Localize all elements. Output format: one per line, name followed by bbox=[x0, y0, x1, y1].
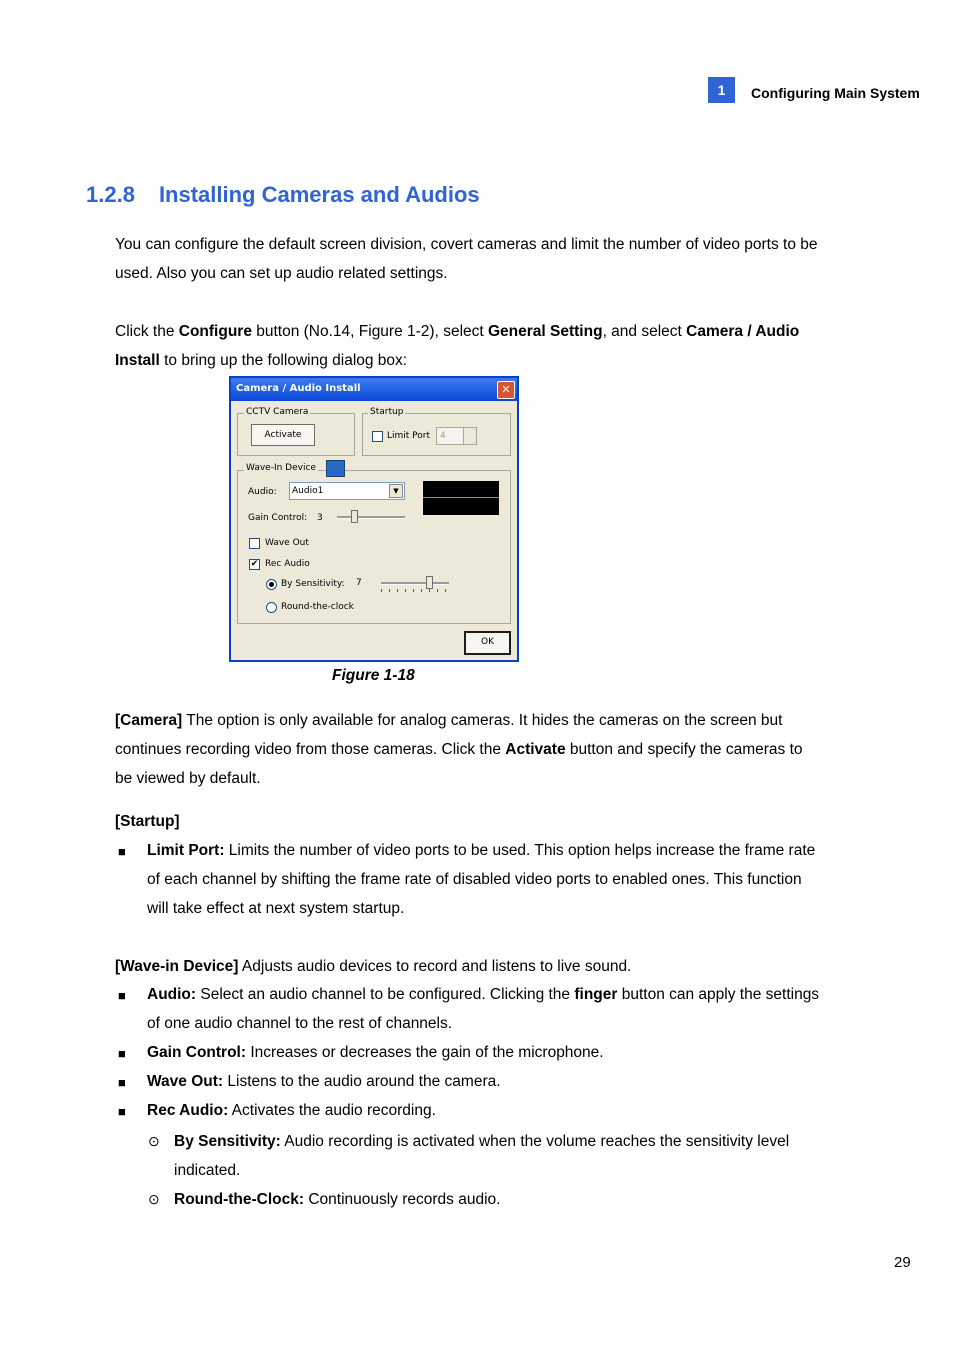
limit-port-spinner[interactable]: 4 bbox=[436, 427, 469, 445]
rec-audio-checkbox[interactable]: ✔ bbox=[250, 559, 259, 569]
startup-heading: [Startup] bbox=[115, 813, 180, 830]
gain-control-value: 3 bbox=[317, 513, 323, 523]
gain-control-label: Gain Control: bbox=[248, 513, 308, 523]
round-the-clock-label: Round-the-clock bbox=[281, 602, 354, 612]
wave-out-checkbox[interactable] bbox=[249, 538, 260, 549]
section-number: 1.2.8 bbox=[86, 182, 135, 207]
sensitivity-slider-ticks bbox=[381, 589, 449, 592]
scope-line bbox=[423, 497, 499, 498]
gain-slider-track bbox=[337, 516, 405, 519]
circle-bullet-icon: ⊙ bbox=[148, 1191, 160, 1207]
instructions-line-2: Install to bring up the following dialog box: bbox=[115, 352, 408, 369]
wave-in-para: [Wave-in Device] Adjusts audio devices to record and listens to live sound. bbox=[115, 958, 632, 975]
square-bullet-icon: ■ bbox=[118, 1075, 126, 1090]
sensitivity-value: 7 bbox=[356, 578, 362, 588]
circle-bullet-icon: ⊙ bbox=[148, 1133, 160, 1149]
sensitivity-slider-thumb[interactable] bbox=[426, 576, 433, 589]
activate-button[interactable]: Activate bbox=[251, 424, 315, 446]
sensitivity-slider-track bbox=[381, 582, 449, 585]
finger-icon[interactable] bbox=[326, 460, 345, 477]
chapter-badge: 1 bbox=[708, 77, 735, 103]
figure-caption: Figure 1-18 bbox=[332, 667, 415, 684]
audio-bullet-line-1: Audio: Select an audio channel to be configured. Clicking the finger button can apply the settings bbox=[147, 986, 820, 1003]
wave-out-label: Wave Out bbox=[265, 538, 309, 548]
spinner-arrows-icon[interactable] bbox=[463, 427, 477, 445]
square-bullet-icon: ■ bbox=[118, 1104, 126, 1119]
limit-port-line-2: of each channel by shifting the frame rate of disabled video ports to enabled ones. This function bbox=[147, 871, 802, 888]
rec-audio-label: Rec Audio bbox=[265, 559, 310, 569]
intro-line-2: used. Also you can set up audio related settings. bbox=[115, 265, 448, 282]
dialog-title: Camera / Audio Install bbox=[236, 383, 361, 394]
camera-para-line-2: continues recording video from those cameras. Click the Activate button and specify the cameras to bbox=[115, 741, 803, 758]
by-sensitivity-radio[interactable] bbox=[266, 579, 277, 590]
page-number: 29 bbox=[894, 1254, 911, 1271]
by-sensitivity-label: By Sensitivity: bbox=[281, 579, 345, 589]
limit-port-line-3: will take effect at next system startup. bbox=[147, 900, 405, 917]
square-bullet-icon: ■ bbox=[118, 988, 126, 1003]
camera-para-line-3: be viewed by default. bbox=[115, 770, 261, 787]
section-title bbox=[86, 182, 480, 208]
intro-line-1: You can configure the default screen division, covert cameras and limit the number of video ports to be bbox=[115, 236, 818, 253]
gain-control-bullet: Gain Control: Increases or decreases the gain of the microphone. bbox=[147, 1044, 604, 1061]
audio-label: Audio: bbox=[248, 487, 277, 497]
gain-slider-thumb[interactable] bbox=[351, 510, 358, 523]
wave-out-bullet: Wave Out: Listens to the audio around the camera. bbox=[147, 1073, 501, 1090]
chevron-down-icon[interactable]: ▼ bbox=[389, 484, 403, 498]
square-bullet-icon: ■ bbox=[118, 844, 126, 859]
by-sensitivity-line-2: indicated. bbox=[174, 1162, 241, 1179]
audio-level-scope bbox=[423, 481, 499, 515]
section-title-text: Installing Cameras and Audios bbox=[158, 182, 480, 207]
ok-button[interactable]: OK bbox=[464, 631, 511, 655]
audio-select[interactable]: Audio1 bbox=[289, 482, 405, 500]
camera-audio-dialog bbox=[229, 376, 519, 662]
wave-in-group-label: Wave-In Device bbox=[246, 463, 316, 473]
round-the-clock-radio[interactable] bbox=[266, 602, 277, 613]
instructions-line-1: Click the Configure button (No.14, Figure 1-2), select General Setting, and select Camera / Audio bbox=[115, 323, 800, 340]
cctv-camera-group-label: CCTV Camera bbox=[246, 407, 309, 417]
round-the-clock-bullet: Round-the-Clock: Continuously records audio. bbox=[174, 1191, 501, 1208]
close-icon[interactable]: ✕ bbox=[497, 381, 515, 399]
by-sensitivity-line-1: By Sensitivity: Audio recording is activated when the volume reaches the sensitivity level bbox=[174, 1133, 790, 1150]
square-bullet-icon: ■ bbox=[118, 1046, 126, 1061]
chapter-header-title: Configuring Main System bbox=[751, 85, 920, 101]
startup-group-label: Startup bbox=[370, 407, 404, 417]
limit-port-checkbox[interactable] bbox=[372, 431, 383, 442]
audio-bullet-line-2: of one audio channel to the rest of channels. bbox=[147, 1015, 453, 1032]
camera-para-line-1: [Camera] The option is only available for analog cameras. It hides the cameras on the screen but bbox=[115, 712, 783, 729]
limit-port-line-1: Limit Port: Limits the number of video ports to be used. This option helps increase the frame rate bbox=[147, 842, 816, 859]
rec-audio-bullet: Rec Audio: Activates the audio recording. bbox=[147, 1102, 436, 1119]
limit-port-label: Limit Port bbox=[387, 431, 431, 441]
